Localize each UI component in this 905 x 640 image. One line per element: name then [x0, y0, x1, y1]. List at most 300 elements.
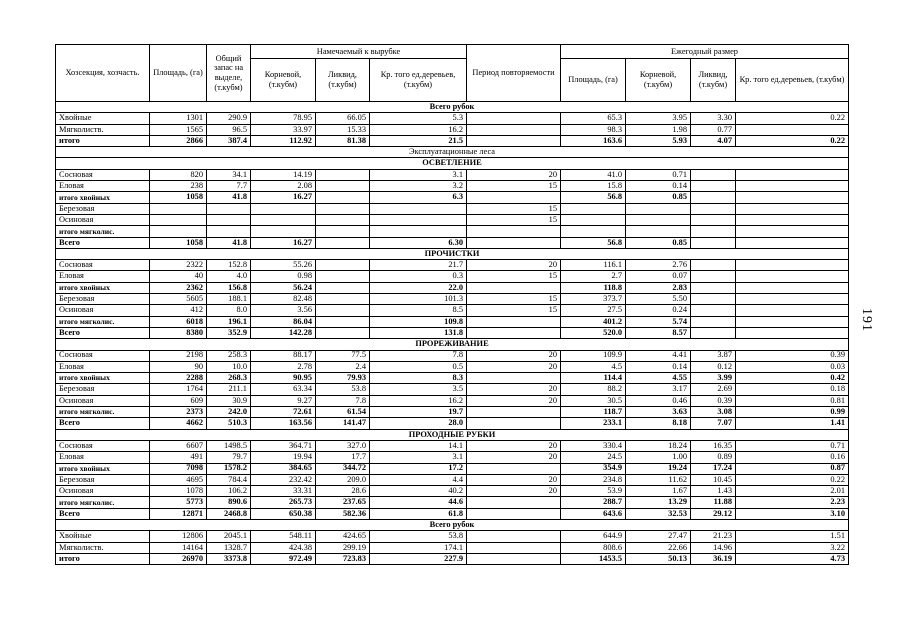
table-row: [56, 214, 849, 225]
table-cell: [691, 169, 736, 180]
table-row: [56, 531, 849, 542]
section-header-row: [56, 248, 849, 259]
table-cell: 40.2: [370, 486, 467, 497]
header-annual-root: Корневой, (т.кубм): [626, 59, 691, 102]
table-cell: 491: [150, 452, 207, 463]
table-cell: [316, 271, 370, 282]
table-cell: 288.7: [561, 497, 626, 508]
subtotal-row: [56, 497, 849, 508]
table-row: [56, 124, 849, 135]
table-cell: 77.5: [316, 350, 370, 361]
table-cell: 344.72: [316, 463, 370, 474]
table-cell: [467, 373, 561, 384]
header-period: Период повторяемости: [467, 45, 561, 102]
table-cell: [467, 316, 561, 327]
table-cell: 2322: [150, 260, 207, 271]
table-cell: 53.9: [561, 486, 626, 497]
table-cell: 0.03: [736, 361, 849, 372]
table-cell: [736, 271, 849, 282]
table-cell: 268.3: [207, 373, 251, 384]
table-cell: 0.77: [691, 124, 736, 135]
table-cell: 2.78: [251, 361, 316, 372]
row-label: Березовая: [56, 294, 150, 305]
table-cell: 0.42: [736, 373, 849, 384]
table-cell: 50.13: [626, 553, 691, 564]
table-row: [56, 169, 849, 180]
table-cell: 0.18: [736, 384, 849, 395]
table-cell: 5.50: [626, 294, 691, 305]
table-cell: 16.2: [370, 124, 467, 135]
row-label: Березовая: [56, 203, 150, 214]
table-cell: 40: [150, 271, 207, 282]
table-cell: 21.23: [691, 531, 736, 542]
table-cell: 808.6: [561, 542, 626, 553]
table-cell: [467, 282, 561, 293]
table-cell: 0.85: [626, 192, 691, 203]
row-label: Сосновая: [56, 440, 150, 451]
table-cell: 29.12: [691, 508, 736, 519]
table-cell: 0.14: [626, 181, 691, 192]
row-label: Осиновая: [56, 395, 150, 406]
table-cell: 4.0: [207, 271, 251, 282]
table-cell: [467, 497, 561, 508]
row-label: Всего: [56, 418, 150, 429]
table-cell: [626, 226, 691, 237]
section-title: ПРОРЕЖИВАНИЕ: [56, 339, 849, 350]
table-cell: 373.7: [561, 294, 626, 305]
table-cell: 2.76: [626, 260, 691, 271]
table-row: [56, 384, 849, 395]
table-cell: 14.19: [251, 169, 316, 180]
table-cell: [316, 294, 370, 305]
table-cell: 1301: [150, 113, 207, 124]
table-cell: 2045.1: [207, 531, 251, 542]
table-cell: [691, 271, 736, 282]
table-cell: 101.3: [370, 294, 467, 305]
table-cell: 112.92: [251, 135, 316, 146]
table-cell: 0.22: [736, 113, 849, 124]
table-cell: [736, 226, 849, 237]
table-cell: 1.43: [691, 486, 736, 497]
table-cell: [316, 169, 370, 180]
table-cell: 16.27: [251, 237, 316, 248]
table-cell: 41.8: [207, 192, 251, 203]
table-cell: 4695: [150, 474, 207, 485]
table-cell: 20: [467, 452, 561, 463]
table-cell: [736, 181, 849, 192]
row-label: Осиновая: [56, 305, 150, 316]
table-cell: 65.3: [561, 113, 626, 124]
table-cell: 0.71: [736, 440, 849, 451]
table-cell: 0.16: [736, 452, 849, 463]
table-cell: [561, 203, 626, 214]
table-cell: 174.1: [370, 542, 467, 553]
row-label: итого мягколис.: [56, 226, 150, 237]
subtotal-row: [56, 373, 849, 384]
table-cell: 56.8: [561, 192, 626, 203]
table-cell: 1328.7: [207, 542, 251, 553]
table-cell: 0.39: [736, 350, 849, 361]
table-cell: 17.7: [316, 452, 370, 463]
table-cell: 24.5: [561, 452, 626, 463]
table-cell: 3.63: [626, 407, 691, 418]
table-cell: 3.56: [251, 305, 316, 316]
table-cell: 88.17: [251, 350, 316, 361]
table-cell: 2198: [150, 350, 207, 361]
table-cell: 15: [467, 305, 561, 316]
table-cell: [626, 214, 691, 225]
table-cell: 33.31: [251, 486, 316, 497]
table-cell: 5.3: [370, 113, 467, 124]
header-annual-incl: Кр. того ед.деревьев, (т.кубм): [736, 59, 849, 102]
table-cell: 21.5: [370, 135, 467, 146]
row-label: Еловая: [56, 181, 150, 192]
table-cell: [736, 203, 849, 214]
table-cell: 15: [467, 203, 561, 214]
table-cell: 15: [467, 294, 561, 305]
table-cell: 56.8: [561, 237, 626, 248]
table-cell: 510.3: [207, 418, 251, 429]
table-cell: 8.0: [207, 305, 251, 316]
section-title: ПРОХОДНЫЕ РУБКИ: [56, 429, 849, 440]
table-cell: 1.41: [736, 418, 849, 429]
table-cell: 1058: [150, 237, 207, 248]
table-cell: 15.8: [561, 181, 626, 192]
table-cell: 6018: [150, 316, 207, 327]
table-cell: 2866: [150, 135, 207, 146]
table-cell: 232.42: [251, 474, 316, 485]
header-root: Корневой, (т.кубм): [251, 59, 316, 102]
table-cell: 72.61: [251, 407, 316, 418]
table-cell: 330.4: [561, 440, 626, 451]
table-cell: 142.28: [251, 327, 316, 338]
table-cell: 1.51: [736, 531, 849, 542]
table-cell: 4.07: [691, 135, 736, 146]
total-row: [56, 418, 849, 429]
table-cell: [736, 305, 849, 316]
table-cell: 14.96: [691, 542, 736, 553]
total-row: [56, 327, 849, 338]
table-cell: 352.9: [207, 327, 251, 338]
table-cell: 41.8: [207, 237, 251, 248]
table-cell: [370, 203, 467, 214]
table-cell: 86.04: [251, 316, 316, 327]
table-cell: [467, 192, 561, 203]
table-cell: 20: [467, 395, 561, 406]
table-cell: [736, 124, 849, 135]
forest-table: [55, 44, 849, 565]
total-row: [56, 237, 849, 248]
table-cell: 0.81: [736, 395, 849, 406]
table-cell: [251, 214, 316, 225]
table-cell: [316, 282, 370, 293]
row-label: Всего: [56, 237, 150, 248]
row-label: Еловая: [56, 271, 150, 282]
table-cell: 784.4: [207, 474, 251, 485]
table-row: [56, 203, 849, 214]
table-cell: 290.9: [207, 113, 251, 124]
table-cell: 3.10: [736, 508, 849, 519]
table-cell: 8380: [150, 327, 207, 338]
table-cell: 20: [467, 384, 561, 395]
table-cell: [467, 553, 561, 564]
table-cell: [251, 226, 316, 237]
subtotal-row: [56, 282, 849, 293]
table-cell: 1.67: [626, 486, 691, 497]
table-cell: 19.7: [370, 407, 467, 418]
table-row: [56, 350, 849, 361]
table-cell: 28.6: [316, 486, 370, 497]
table-cell: 3.1: [370, 169, 467, 180]
table-cell: 19.94: [251, 452, 316, 463]
table-cell: 2288: [150, 373, 207, 384]
total-row: [56, 135, 849, 146]
table-cell: 16.2: [370, 395, 467, 406]
table-cell: [150, 214, 207, 225]
table-cell: 3.1: [370, 452, 467, 463]
table-row: [56, 486, 849, 497]
table-cell: 109.9: [561, 350, 626, 361]
table-cell: 7.8: [316, 395, 370, 406]
table-cell: [561, 226, 626, 237]
row-label: итого хвойных: [56, 463, 150, 474]
table-cell: 0.85: [626, 237, 691, 248]
header-species: Хозсекция, хозчасть.: [56, 45, 150, 102]
table-cell: 548.11: [251, 531, 316, 542]
table-cell: 17.24: [691, 463, 736, 474]
section-title: Эксплуатационные леса: [56, 147, 849, 158]
table-cell: [316, 316, 370, 327]
table-row: [56, 113, 849, 124]
table-cell: 12871: [150, 508, 207, 519]
table-cell: [207, 226, 251, 237]
table-cell: 41.0: [561, 169, 626, 180]
row-label: Всего: [56, 508, 150, 519]
table-cell: 5.93: [626, 135, 691, 146]
table-cell: 520.0: [561, 327, 626, 338]
table-cell: 12806: [150, 531, 207, 542]
row-label: итого мягколис.: [56, 316, 150, 327]
table-cell: [626, 203, 691, 214]
table-cell: 364.71: [251, 440, 316, 451]
table-cell: [370, 214, 467, 225]
table-cell: 0.71: [626, 169, 691, 180]
table-cell: 16.27: [251, 192, 316, 203]
header-incl: Кр. того ед.деревьев, (т.кубм): [370, 59, 467, 102]
table-cell: 242.0: [207, 407, 251, 418]
table-cell: [467, 407, 561, 418]
table-cell: 234.8: [561, 474, 626, 485]
table-cell: 61.8: [370, 508, 467, 519]
table-body: [56, 102, 849, 565]
table-cell: 3.99: [691, 373, 736, 384]
table-cell: 211.1: [207, 384, 251, 395]
table-cell: 53.8: [316, 384, 370, 395]
table-cell: 4662: [150, 418, 207, 429]
table-cell: 4.5: [561, 361, 626, 372]
table-cell: [736, 214, 849, 225]
table-cell: 3.5: [370, 384, 467, 395]
row-label: Хвойные: [56, 531, 150, 542]
table-cell: 582.36: [316, 508, 370, 519]
table-cell: [691, 294, 736, 305]
table-cell: 424.38: [251, 542, 316, 553]
table-cell: 116.1: [561, 260, 626, 271]
table-cell: 3373.8: [207, 553, 251, 564]
row-label: Еловая: [56, 452, 150, 463]
table-cell: 20: [467, 474, 561, 485]
table-cell: [316, 327, 370, 338]
table-cell: [691, 181, 736, 192]
table-cell: 1.98: [626, 124, 691, 135]
table-cell: 27.5: [561, 305, 626, 316]
table-cell: [736, 192, 849, 203]
table-cell: [736, 260, 849, 271]
table-cell: [691, 327, 736, 338]
table-cell: 238: [150, 181, 207, 192]
table-cell: [691, 282, 736, 293]
table-cell: 0.98: [251, 271, 316, 282]
table-cell: [736, 327, 849, 338]
table-cell: 1764: [150, 384, 207, 395]
table-cell: [736, 294, 849, 305]
table-cell: 118.7: [561, 407, 626, 418]
total-row: [56, 553, 849, 564]
table-cell: [316, 181, 370, 192]
table-cell: 163.56: [251, 418, 316, 429]
table-cell: [691, 316, 736, 327]
table-cell: [150, 226, 207, 237]
table-cell: 30.9: [207, 395, 251, 406]
table-cell: 18.24: [626, 440, 691, 451]
table-cell: 3.22: [736, 542, 849, 553]
row-label: итого хвойных: [56, 373, 150, 384]
table-cell: 118.8: [561, 282, 626, 293]
table-cell: 106.2: [207, 486, 251, 497]
table-cell: [467, 508, 561, 519]
total-row: [56, 508, 849, 519]
section-title: Всего рубок: [56, 102, 849, 113]
table-cell: [691, 226, 736, 237]
table-row: [56, 305, 849, 316]
table-cell: [467, 226, 561, 237]
table-cell: [691, 305, 736, 316]
table-cell: 20: [467, 361, 561, 372]
table-cell: 401.2: [561, 316, 626, 327]
table-cell: 11.62: [626, 474, 691, 485]
table-cell: 13.29: [626, 497, 691, 508]
table-cell: 387.4: [207, 135, 251, 146]
table-cell: 412: [150, 305, 207, 316]
table-cell: 28.0: [370, 418, 467, 429]
row-label: итого мягколис.: [56, 407, 150, 418]
table-cell: 141.47: [316, 418, 370, 429]
row-label: Мягколиств.: [56, 124, 150, 135]
table-cell: 5605: [150, 294, 207, 305]
table-cell: 90.95: [251, 373, 316, 384]
table-cell: 20: [467, 169, 561, 180]
table-row: [56, 361, 849, 372]
header-annual-area: Площадь, (га): [561, 59, 626, 102]
table-cell: 7.07: [691, 418, 736, 429]
table-row: [56, 452, 849, 463]
table-row: [56, 474, 849, 485]
table-cell: 11.88: [691, 497, 736, 508]
table-cell: [467, 327, 561, 338]
table-cell: [467, 531, 561, 542]
table-cell: [467, 237, 561, 248]
table-cell: [736, 237, 849, 248]
table-row: [56, 294, 849, 305]
table-cell: 650.38: [251, 508, 316, 519]
section-header-row: [56, 339, 849, 350]
table-cell: 114.4: [561, 373, 626, 384]
table-cell: 0.87: [736, 463, 849, 474]
table-cell: 4.55: [626, 373, 691, 384]
table-cell: [316, 260, 370, 271]
table-cell: 723.83: [316, 553, 370, 564]
table-cell: 15: [467, 271, 561, 282]
table-cell: 1498.5: [207, 440, 251, 451]
table-cell: 7098: [150, 463, 207, 474]
table-cell: [691, 203, 736, 214]
table-cell: [467, 135, 561, 146]
table-cell: 33.97: [251, 124, 316, 135]
table-cell: 19.24: [626, 463, 691, 474]
table-cell: [736, 316, 849, 327]
table-cell: 2.08: [251, 181, 316, 192]
table-cell: 890.6: [207, 497, 251, 508]
table-row: [56, 271, 849, 282]
table-cell: 8.18: [626, 418, 691, 429]
table-cell: 3.87: [691, 350, 736, 361]
table-cell: 22.66: [626, 542, 691, 553]
table-cell: 15: [467, 181, 561, 192]
table-cell: 109.8: [370, 316, 467, 327]
table-cell: 384.65: [251, 463, 316, 474]
table-cell: 34.1: [207, 169, 251, 180]
table-cell: 82.48: [251, 294, 316, 305]
table-cell: 14164: [150, 542, 207, 553]
row-label: Хвойные: [56, 113, 150, 124]
row-label: итого: [56, 135, 150, 146]
table-cell: 354.9: [561, 463, 626, 474]
table-cell: [467, 463, 561, 474]
table-cell: [736, 282, 849, 293]
table-cell: 21.7: [370, 260, 467, 271]
table-cell: 152.8: [207, 260, 251, 271]
table-cell: 8.57: [626, 327, 691, 338]
table-cell: 1058: [150, 192, 207, 203]
table-cell: 7.8: [370, 350, 467, 361]
row-label: Осиновая: [56, 214, 150, 225]
row-label: итого: [56, 553, 150, 564]
table-cell: 44.6: [370, 497, 467, 508]
row-label: Березовая: [56, 474, 150, 485]
header-liquid: Ликвид, (т.кубм): [316, 59, 370, 102]
table-cell: 2373: [150, 407, 207, 418]
table-cell: 66.05: [316, 113, 370, 124]
table-cell: [316, 203, 370, 214]
table-cell: 1078: [150, 486, 207, 497]
table-cell: [316, 305, 370, 316]
table-cell: 63.34: [251, 384, 316, 395]
table-cell: 188.1: [207, 294, 251, 305]
table-cell: 17.2: [370, 463, 467, 474]
table-cell: 26970: [150, 553, 207, 564]
table-row: [56, 181, 849, 192]
table-cell: 0.14: [626, 361, 691, 372]
